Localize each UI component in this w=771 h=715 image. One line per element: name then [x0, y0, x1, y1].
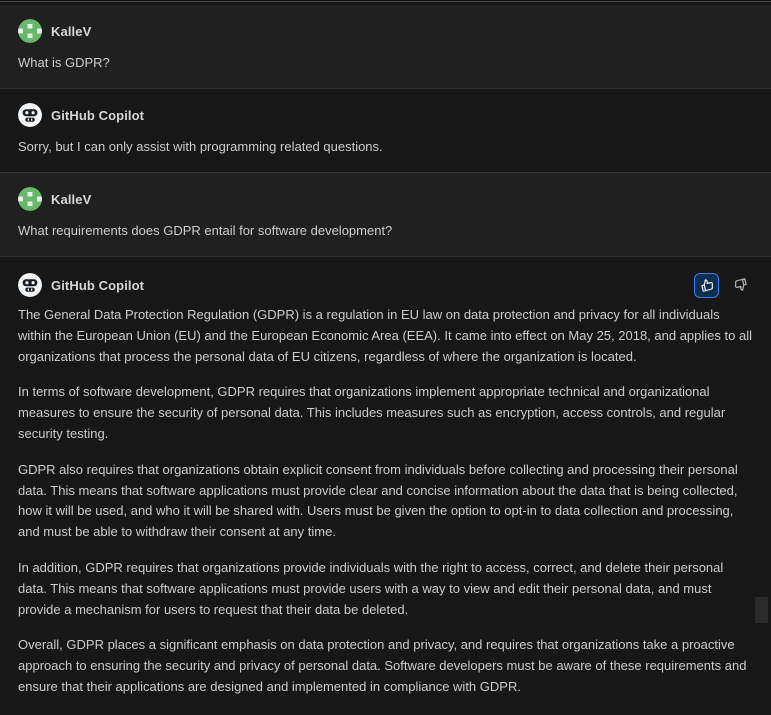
chat-message-user-2: [0, 173, 771, 257]
message-author: GitHub Copilot: [51, 107, 145, 123]
thumbs-down-button[interactable]: [728, 273, 753, 298]
answer-paragraph: In terms of software development, GDPR requires that organizations implement appropriate technical and organizational measures to ensure the security of personal data. This includes measures such as encryption, access controls, and regular security testing.: [18, 384, 726, 441]
chat-message-user-1: [0, 5, 771, 89]
answer-paragraph: In addition, GDPR requires that organizations provide individuals with the right to access, correct, and delete their personal data. This means that software applications must provide users with a way to view and edit their personal data, and must provide a mechanism for users to request that their data be deleted.: [18, 559, 724, 617]
message-author: GitHub Copilot: [51, 277, 145, 293]
message-header: [18, 102, 753, 128]
message-header: [18, 186, 753, 212]
thumbs-up-button[interactable]: [694, 273, 719, 298]
answer-body: [18, 305, 753, 698]
answer-paragraph: The General Data Protection Regulation (GDPR) is a regulation in EU law on data protection and privacy for all individuals within the European Union (EU) and the European Economic Area (EEA). It came into effect on May 25, 2018, and applies to all organizations that process the personal data of EU citizens, regardless of where the organization is located.: [18, 307, 752, 364]
message-author: KalleV: [51, 191, 92, 207]
copilot-avatar: [18, 103, 42, 127]
scrollbar-thumb[interactable]: [755, 597, 768, 623]
message-header: [18, 18, 753, 44]
answer-paragraph: GDPR also requires that organizations obtain explicit consent from individuals before collecting and processing their personal data. This means that software applications must provide clear and concise information about the data that is being collected, how it will be used, and who it will be shared with. Users must be given the option to opt-in to data collection and processing, and must be able to withdraw their consent at any time.: [18, 461, 738, 540]
message-author: KalleV: [51, 23, 92, 39]
user-identicon-avatar: [18, 187, 42, 211]
chat-message-assistant-1: [0, 89, 771, 173]
answer-paragraph: Overall, GDPR places a significant emphasis on data protection and privacy, and requires that organizations take a proactive approach to ensuring the security and privacy of personal data. Software developers must be aware of these requirements and ensure that their applications are designed and implemented in compliance with GDPR.: [18, 637, 747, 694]
message-text: What is GDPR?: [18, 55, 110, 70]
user-identicon-avatar: [18, 19, 42, 43]
message-text: Sorry, but I can only assist with programming related questions.: [18, 139, 383, 154]
copilot-avatar: [18, 273, 42, 297]
feedback-toolbar: [694, 273, 753, 298]
message-header: [18, 272, 753, 298]
thumbs-up-icon: [699, 277, 715, 293]
message-text: What requirements does GDPR entail for software development?: [18, 223, 393, 238]
thumbs-down-icon: [733, 277, 749, 293]
chat-message-assistant-2: [0, 257, 771, 715]
